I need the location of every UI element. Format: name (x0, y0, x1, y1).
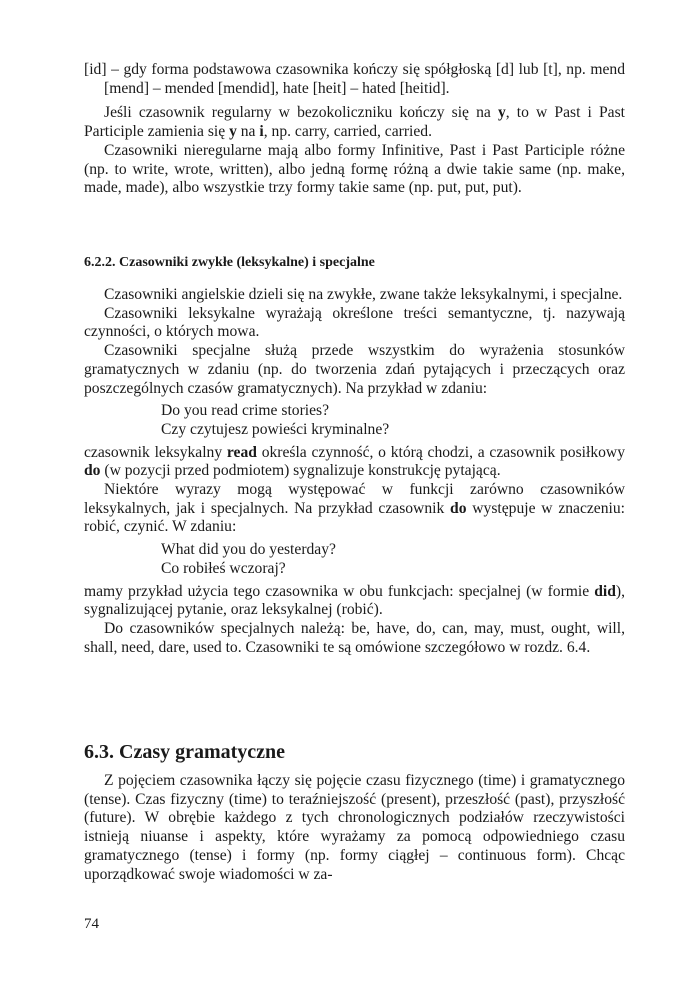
y-to-i-rule (84, 104, 625, 141)
irregular-verbs-paragraph: Czasowniki nieregularne mają albo formy Infinitive, Past i Past Participle różne (np. to write, wrote, written), albo jedną formę różną a dwie takie same (np. make, made, made), albo wszystkie trzy formy takie same (np. put, put, put). (84, 141, 625, 197)
top-block (84, 61, 625, 198)
example-english: Do you read crime stories? (161, 402, 330, 420)
example-polish: Co robiłeś wczoraj? (161, 559, 286, 577)
bold-term: read (226, 443, 257, 461)
example-english: What did you do yesterday? (161, 541, 336, 559)
example-polish: Czy czytujesz powieści kryminalne? (161, 420, 390, 438)
paragraph (84, 481, 625, 537)
section-heading-6-3: 6.3. Czasy gramatyczne (84, 741, 286, 763)
bold-y: y (229, 123, 237, 141)
text: Jeśli czasownik regularny w bezokoliczniku kończy się na (104, 104, 498, 122)
id-pronunciation-rule: [id] – gdy forma podstawowa czasownika kończy się spółgłoską [d] lub [t], np. mend [mend] – mended [mendid], hate [heit] – hated [heitid]. (84, 61, 625, 97)
bold-term: did (594, 582, 616, 600)
paragraph (84, 444, 625, 481)
text: , to w Past i Past Participle zamienia się (84, 104, 625, 141)
paragraph: Czasowniki angielskie dzieli się na zwykłe, zwane także leksykalnymi, i specjalne. (104, 286, 623, 303)
bold-i: i (259, 123, 264, 141)
section-heading-6-2-2: 6.2.2. Czasowniki zwykłe (leksykalne) i specjalne (84, 255, 375, 270)
bold-y: y (497, 104, 506, 122)
text: ), sygnalizującej pytanie, oraz leksykalnej (robić). (84, 582, 625, 619)
text: czasownik leksykalny (84, 443, 227, 461)
paragraph (84, 583, 625, 620)
bold-term: do (450, 499, 467, 517)
section-6-3-body (84, 772, 625, 884)
text: na (236, 123, 260, 141)
text: mamy przykład użycia tego czasownika w obu funkcjach: specjalnej (w formie (84, 582, 595, 600)
section-6-2-2-body (84, 286, 625, 657)
paragraph: Do czasowników specjalnych należą: be, have, do, can, may, must, ought, will, shall, need, dare, used to. Czasowniki te są omówione szczegółowo w rozdz. 6.4. (84, 619, 625, 656)
text: określa czynność, o którą chodzi, a czasownik posiłkowy (256, 443, 625, 461)
paragraph: Z pojęciem czasownika łączy się pojęcie czasu fizycznego (time) i gramatycznego (tense). Czas fizyczny (time) to teraźniejszość (present), przeszłość (past), przyszłość (future). W obrębie każdego z tych chronologicznych podziałów rzeczywistości istnieją niuanse i aspekty, które wyrażamy za pomocą odpowiedniego czasu gramatycznego (tense) i formy (np. formy ciągłej – continuous form). Chcąc uporządkować swoje wiadomości w za- (84, 772, 625, 883)
bold-term: do (84, 462, 101, 480)
text: występuje w znaczeniu: robić, czynić. W zdaniu: (84, 499, 625, 536)
paragraph: Czasowniki leksykalne wyrażają określone treści semantyczne, tj. nazywają czynności, o których mowa. (84, 304, 625, 341)
text: (w pozycji przed podmiotem) sygnalizuje konstrukcję pytającą. (100, 462, 501, 480)
paragraph: Czasowniki specjalne służą przede wszystkim do wyrażenia stosunków gramatycznych w zdaniu (np. do tworzenia zdań pytających i przeczących oraz poszczególnych czasów gramatycznych). Na przykład w zdaniu: (84, 342, 625, 397)
text: , np. carry, carried, carried. (263, 123, 432, 141)
text: Niektóre wyrazy mogą występować w funkcji zarówno czasowników leksykalnych, jak i specjalnych. Na przykład czasownik (84, 481, 625, 517)
page-number: 74 (84, 916, 99, 932)
